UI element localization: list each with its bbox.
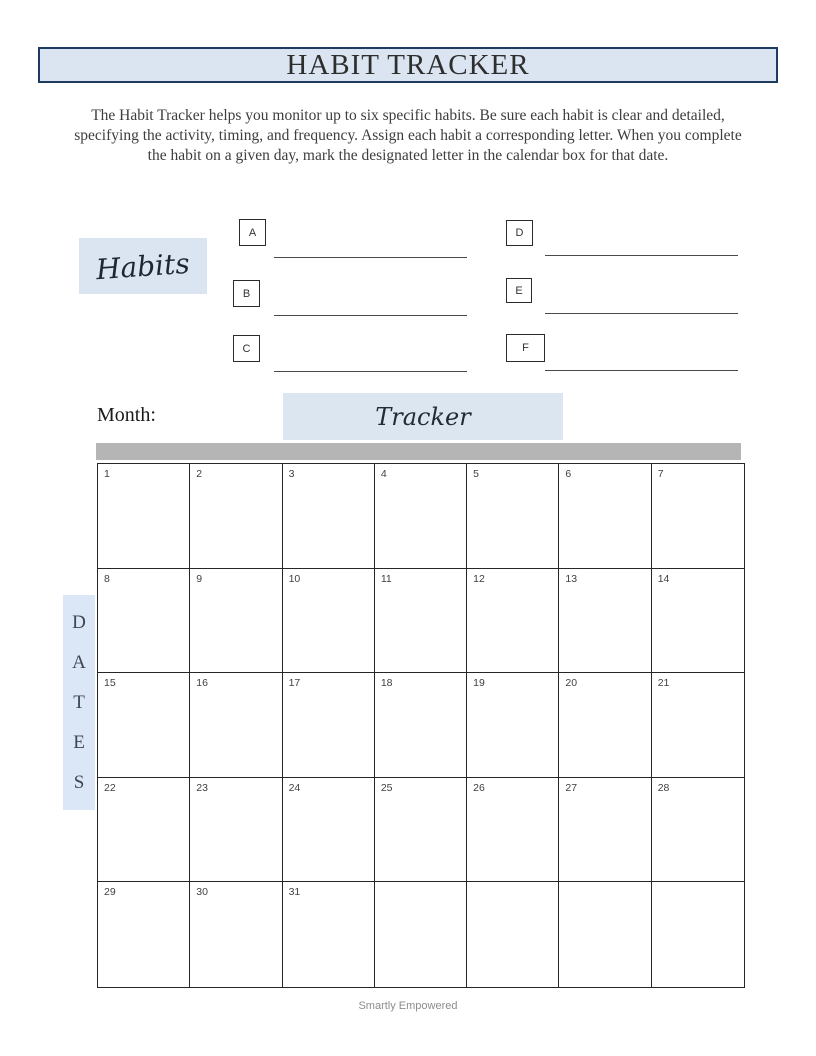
calendar-day-number: 13 xyxy=(565,572,578,585)
habit-input-line-f[interactable] xyxy=(545,361,738,371)
calendar-day-number: 2 xyxy=(196,468,203,480)
calendar-cell[interactable] xyxy=(652,464,744,569)
calendar-day-number: 15 xyxy=(104,677,116,690)
calendar-grid xyxy=(97,463,745,988)
habit-letter-box-f: F xyxy=(506,334,545,362)
calendar-day-number: 10 xyxy=(288,572,301,585)
calendar-cell[interactable] xyxy=(559,882,651,987)
calendar-cell[interactable] xyxy=(283,569,375,674)
dates-letter: A xyxy=(72,652,86,674)
calendar-day-number: 12 xyxy=(473,572,485,585)
calendar-cell[interactable] xyxy=(98,778,190,883)
dates-letter: E xyxy=(73,731,85,753)
month-label: Month: xyxy=(97,404,156,426)
calendar-cell[interactable] xyxy=(375,882,467,987)
calendar-day-number: 27 xyxy=(565,781,578,794)
habits-section-label-box xyxy=(79,238,207,294)
calendar-day-number: 11 xyxy=(380,572,392,585)
calendar-day-number: 28 xyxy=(657,781,670,794)
habit-input-line-c[interactable] xyxy=(274,362,467,372)
page-title-banner xyxy=(38,47,778,83)
calendar-day-number: 7 xyxy=(657,468,664,480)
tracker-section-label-box xyxy=(283,393,563,440)
calendar-cell[interactable] xyxy=(467,778,559,883)
calendar-day-number: 24 xyxy=(288,781,301,794)
habit-letter-box-b: B xyxy=(233,280,260,307)
calendar-day-number: 21 xyxy=(657,677,670,690)
calendar-header-bar xyxy=(96,443,741,460)
calendar-cell[interactable] xyxy=(98,464,190,569)
calendar-cell[interactable] xyxy=(283,464,375,569)
calendar-day-number: 9 xyxy=(196,572,203,585)
calendar-day-number: 16 xyxy=(196,677,208,690)
calendar-cell[interactable] xyxy=(283,673,375,778)
calendar-cell[interactable] xyxy=(652,673,744,778)
calendar-cell[interactable] xyxy=(283,778,375,883)
calendar-day-number: 31 xyxy=(288,886,301,899)
calendar-cell[interactable] xyxy=(467,464,559,569)
calendar-day-number: 29 xyxy=(104,886,116,899)
calendar-day-number: 5 xyxy=(473,468,479,480)
calendar-cell[interactable] xyxy=(467,882,559,987)
intro-paragraph: The Habit Tracker helps you monitor up to six specific habits. Be sure each habit is clear and detailed, specifying the activity, timing, and frequency. Assign each habit a corresponding letter. When you complete the habit on a given day, mark the designated letter in the calendar box for that date. xyxy=(74,107,742,164)
calendar-cell[interactable] xyxy=(283,882,375,987)
calendar-day-number: 3 xyxy=(288,468,295,480)
calendar-cell[interactable] xyxy=(375,673,467,778)
calendar-day-number: 18 xyxy=(380,677,393,690)
calendar-cell[interactable] xyxy=(652,882,744,987)
dates-letter: T xyxy=(73,691,85,713)
habit-input-line-e[interactable] xyxy=(545,304,738,314)
calendar-day-number: 6 xyxy=(565,468,572,480)
calendar-cell[interactable] xyxy=(190,778,282,883)
page-title: HABIT TRACKER xyxy=(286,48,530,81)
habit-input-line-d[interactable] xyxy=(545,246,738,256)
calendar-day-number: 20 xyxy=(565,677,578,690)
calendar-cell[interactable] xyxy=(98,882,190,987)
calendar-cell[interactable] xyxy=(652,778,744,883)
calendar-day-number: 19 xyxy=(473,677,485,690)
habits-section-label: Habits xyxy=(95,246,191,286)
calendar-cell[interactable] xyxy=(559,569,651,674)
calendar-day-number: 17 xyxy=(288,677,301,690)
dates-side-label xyxy=(63,595,95,810)
calendar-cell[interactable] xyxy=(559,778,651,883)
calendar-day-number: 22 xyxy=(104,781,116,794)
calendar-cell[interactable] xyxy=(190,673,282,778)
habit-input-line-a[interactable] xyxy=(274,248,467,258)
calendar-cell[interactable] xyxy=(190,464,282,569)
calendar-cell[interactable] xyxy=(98,569,190,674)
footer-brand: Smartly Empowered xyxy=(358,1000,458,1012)
calendar-cell[interactable] xyxy=(652,569,744,674)
calendar-day-number: 8 xyxy=(104,572,110,585)
calendar-cell[interactable] xyxy=(98,673,190,778)
calendar-cell[interactable] xyxy=(190,569,282,674)
dates-letter: D xyxy=(72,612,86,634)
dates-letter: S xyxy=(73,771,85,793)
habit-letter-box-c: C xyxy=(233,335,260,362)
habit-letter-box-d: D xyxy=(506,220,533,246)
calendar-cell[interactable] xyxy=(375,778,467,883)
calendar-cell[interactable] xyxy=(559,673,651,778)
calendar-day-number: 14 xyxy=(657,572,670,585)
calendar-cell[interactable] xyxy=(467,673,559,778)
habit-input-line-b[interactable] xyxy=(274,306,467,316)
month-input[interactable] xyxy=(158,404,268,428)
calendar-day-number: 1 xyxy=(104,468,110,480)
calendar-cell[interactable] xyxy=(467,569,559,674)
calendar-cell[interactable] xyxy=(375,569,467,674)
calendar-day-number: 4 xyxy=(380,468,387,480)
calendar-cell[interactable] xyxy=(559,464,651,569)
calendar-day-number: 23 xyxy=(196,781,208,794)
calendar-cell[interactable] xyxy=(190,882,282,987)
calendar-day-number: 30 xyxy=(196,886,208,899)
calendar-day-number: 26 xyxy=(473,781,485,794)
tracker-section-label: Tracker xyxy=(375,402,471,431)
habit-letter-box-e: E xyxy=(506,278,532,303)
calendar-day-number: 25 xyxy=(380,781,393,794)
habit-letter-box-a: A xyxy=(239,219,266,246)
calendar-cell[interactable] xyxy=(375,464,467,569)
